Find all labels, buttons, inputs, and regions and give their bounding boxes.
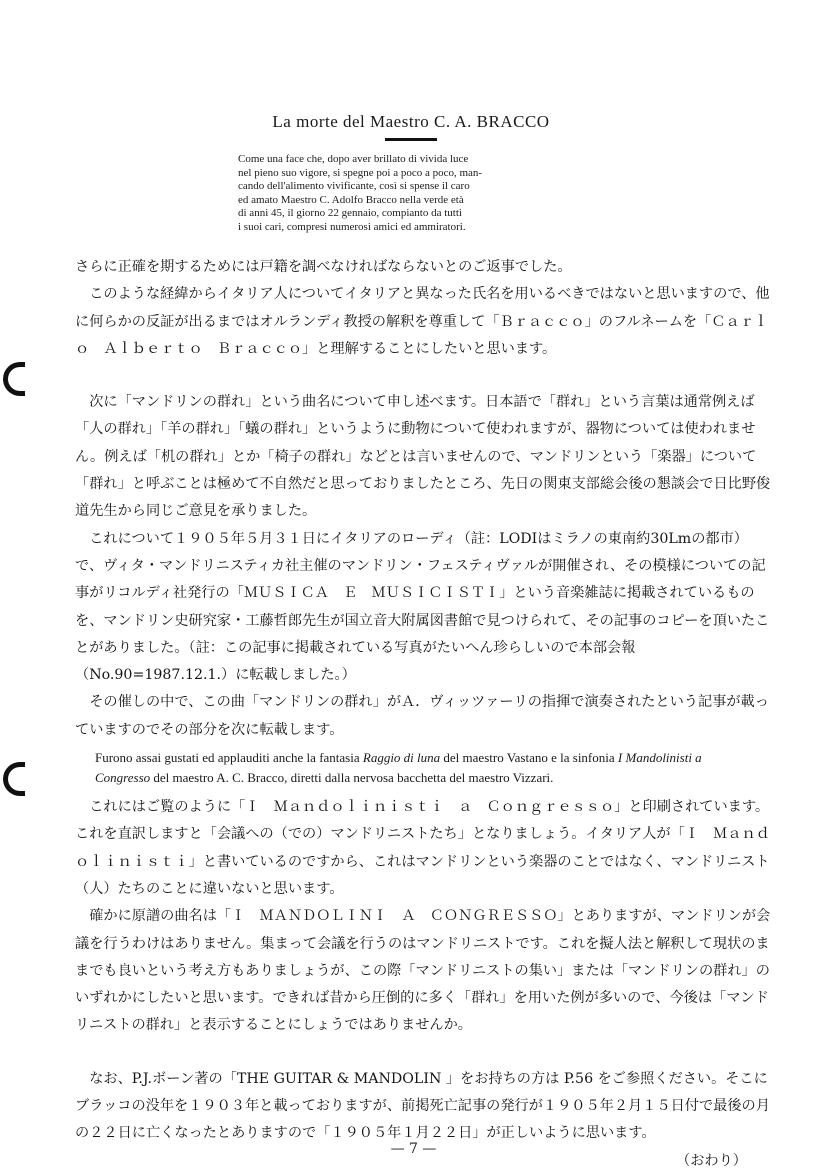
binder-hole-mark — [3, 762, 25, 796]
italian-quote — [95, 748, 755, 788]
clipping-rule — [385, 138, 437, 141]
paragraph: さらに正確を期するためには戸籍を調べなければならないとのご返事でした。 — [75, 259, 572, 275]
clipping-title: La morte del Maestro C. A. BRACCO — [272, 112, 550, 131]
clipping-line: di anni 45, il giorno 22 gennaio, compianto da tutti — [238, 207, 462, 219]
page-number: — 7 — — [390, 1141, 437, 1157]
clipping-line: Come una face che, dopo aver brillato di vivida luce — [238, 153, 469, 165]
clipping-line: i suoi cari, compresi numerosi amici ed ammiratori. — [238, 220, 466, 233]
binder-hole-mark — [3, 362, 25, 396]
quote-title-italic: I Mandolinisti a Congresso — [95, 750, 702, 786]
spacer — [75, 363, 775, 389]
clipping-line: nel pieno suo vigore, si spegne poi a poco a poco, man- — [238, 166, 483, 179]
newspaper-clipping — [226, 112, 596, 234]
paragraph: その催しの中で、この曲「マンドリンの群れ」がＡ．ヴィッツァーリの指揮で演奏されたという記事が載っていますのでその部分を次に転載します。 — [75, 694, 769, 738]
clipping-line: cando dell'alimento vivificante, così si spense il caro — [238, 180, 470, 192]
paragraph: 確かに原譜の曲名は「Ｉ ＭＡＮＤＯＬＩＮＩ Ａ ＣＯＮＧＲＥＳＳＯ」とありますが、マンドリンが会議を行うわけはありません。集まって会議を行うのはマンドリニストです。これを擬人法と解釈して現状のままでも良いという考え方もありましょうが、この際「マンドリニストの集い」または「マンドリンの群れ」のいずれかにしたいと思います。できれば昔から圧倒的に多く「群れ」を用いた例が多いので、今後は「マンドリニストの群れ」と表示することにしょうではありませんか。 — [75, 908, 771, 1034]
quote-title-italic: Raggio di luna — [362, 750, 441, 766]
paragraph: なお、P.J.ボーン著の「THE GUITAR & MANDOLIN 」をお持ちの方は P.56 をご参照ください。そこにブラッコの没年を１９０３年と載っておりますが、前掲死亡記事の発行が１９０５年２月１５日付で最後の月の２２日に亡くなったとありますので「１９０５年１月２２日」が正しいように思います。 — [75, 1070, 770, 1142]
spacer — [75, 1040, 775, 1066]
clipping-line: ed amato Maestro C. Adolfo Bracco nella verde età — [238, 193, 464, 206]
paragraph: これにはご覧のように「Ｉ Ｍａｎｄｏｌｉｎｉｓｔｉ ａ Ｃｏｎｇｒｅｓｓｏ」と印刷されています。これを直訳しますと「会議への（での）マンドリニストたち」となりましょう。イタリア人が「Ｉ Ｍａｎｄｏｌｉｎｉｓｔｉ」と書いているのですから、これはマンドリンという楽器のことではなく、マンドリニスト（人）たちのことに違いないと思います。 — [75, 799, 770, 897]
ending-mark: （おわり） — [676, 1152, 747, 1169]
quote-text: Furono assai gustati ed applauditi anche la fantasia — [95, 750, 363, 766]
article-body — [75, 254, 775, 1175]
clipping-body — [238, 153, 588, 234]
paragraph: 次に「マンドリンの群れ」という曲名について申し述べます。日本語で「群れ」という言葉は通常例えば「人の群れ」「羊の群れ」「蟻の群れ」というように動物について使われますが、器物については使われません。例えば「机の群れ」とか「椅子の群れ」などとは言いませんので、マンドリンという「楽器」について「群れ」と呼ぶことは極めて不自然だと思っておりましたところ、先日の関東支部総会後の懇談会で日比野俊道先生から同じご意見を承りました。 — [75, 394, 771, 520]
paragraph: これについて１９０５年５月３１日にイタリアのローディ（註：LODIはミラノの東南約30Lmの都市）で、ヴィタ・マンドリニスティカ社主催のマンドリン・フェスティヴァルが開催され、その模様についての記事がリコルディ社発行の「ＭＵＳＩＣＡ Ｅ ＭＵＳＩＣＩＳＴＩ」という音楽雑誌に掲載されているものを、マンドリン史研究家・工藤哲郎先生が国立音大附属図書館で見つけられて、その記事のコピーを頂いたことがありました。（註：この記事に掲載されている写真がたいへん珍らしいので本部会報（No.90=1987.12.1.）に転載しました。） — [75, 530, 770, 684]
quote-text: del maestro Vastano e la sinfonia — [440, 750, 618, 766]
quote-text: del maestro A. C. Bracco, diretti dalla nervosa bacchetta del maestro Vizzari. — [150, 770, 554, 786]
paragraph: このような経緯からイタリア人についてイタリアと異なった氏名を用いるべきではないと思いますので、他に何らかの反証が出るまではオルランディ教授の解釈を尊重して「Ｂｒａｃｃｏ」のフルネームを「Ｃａｒｌｏ Ａｌｂｅｒｔｏ Ｂｒａｃｃｏ」と理解することにしたいと思います。 — [75, 286, 770, 357]
